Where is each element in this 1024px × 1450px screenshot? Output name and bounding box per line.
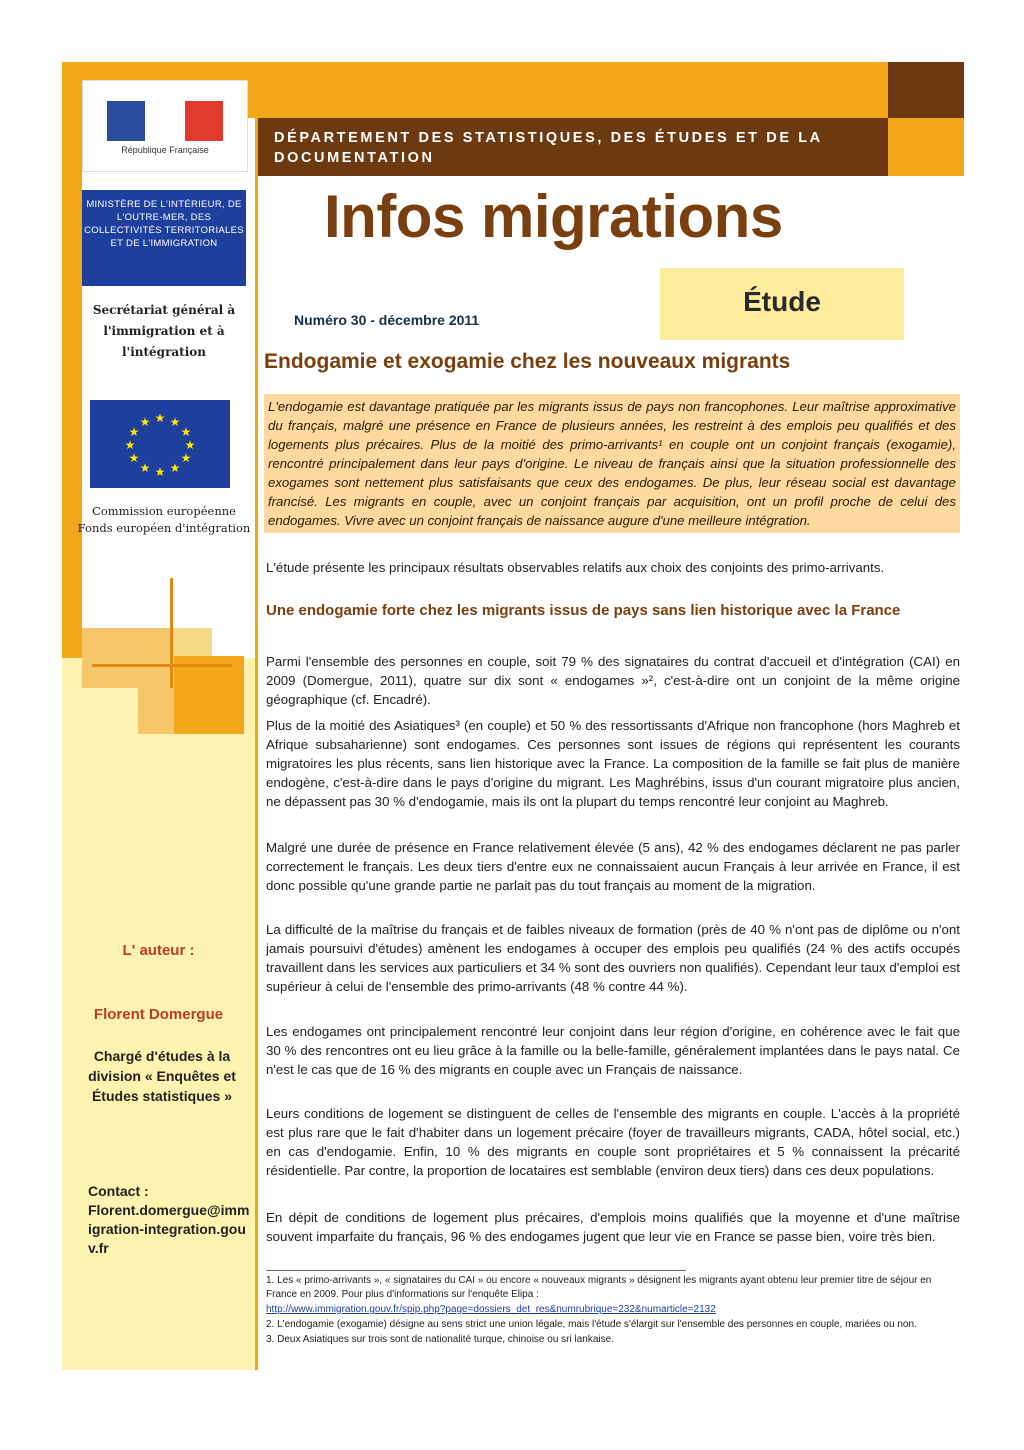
republique-logo <box>82 80 248 172</box>
svg-text:★: ★ <box>128 425 140 439</box>
footnotes <box>266 1274 960 1348</box>
contact-email[interactable]: Florent.domergue@immigration-integration.gouv.fr <box>88 1202 250 1256</box>
paragraph-4: La difficulté de la maîtrise du français et de faibles niveaux de formation (près de 40 % n'ont pas de diplôme ou n'ont jamais poursuivi d'études) amènent les endogames à occuper des emplois peu qualifiés (24 % des actifs occupés travaillent dans les services aux particuliers et 34 % sont des ouvriers non qualifiés). Cependant leur taux d'emploi est supérieur à celui de l'ensemble des primo-arrivants (48 % contre 44 %). <box>266 922 960 994</box>
document-page <box>62 62 964 1370</box>
section-heading: Une endogamie forte chez les migrants issus de pays sans lien historique avec la France <box>266 602 901 619</box>
paragraph-1: Parmi l'ensemble des personnes en couple, soit 79 % des signataires du contrat d'accueil et d'intégration (CAI) en 2009 (Domergue, 2011), quatre sur dix sont « endogames »², c'est-à-dire ont un conjoint de la même origine géographique (cf. Encadré). <box>266 654 960 707</box>
paragraph-7: En dépit de conditions de logement plus précaires, d'emplois moins qualifiés que la moyenne et d'une maîtrise souvent imparfaite du français, 96 % des endogames jugent que leur vie en France se passe bien, voire très bien. <box>266 1210 960 1244</box>
column-divider <box>255 118 258 1370</box>
article-title: Endogamie et exogamie chez les nouveaux migrants <box>264 350 791 373</box>
svg-text:★: ★ <box>169 415 181 429</box>
contact-block <box>88 1182 253 1258</box>
svg-text:★: ★ <box>169 461 181 475</box>
ministry-logo: MINISTÈRE DE L'INTÉRIEUR, DE L'OUTRE-MER, DES COLLECTIVITÉS TERRITORIALES ET DE L'IMMIGRATION <box>82 190 246 286</box>
svg-text:★: ★ <box>128 451 140 465</box>
publication-title: Infos migrations <box>324 183 783 250</box>
paragraph-5: Les endogames ont principalement rencontré leur conjoint dans leur région d'origine, en cohérence avec le fait que 30 % des rencontres ont eu lieu grâce à la famille ou la belle-famille, généralement implantées dans le pays natal. Ce n'est le cas que de 16 % des migrants en couple avec un Français de naissance. <box>266 1024 960 1077</box>
svg-text:★: ★ <box>180 425 192 439</box>
top-bar-brown <box>888 62 964 118</box>
paragraph-2: Plus de la moitié des Asiatiques³ (en couple) et 50 % des ressortissants d'Afrique non francophone (hors Maghreb et Afrique subsaharienne) sont endogames. Ces personnes sont issues de régions qui représentent les courants migratoires les plus récents, sans lien historique avec la France. La composition de la famille se fait plus de manière endogène, c'est-à-dire dans le pays d'origine du migrant. Les Maghrébins, issus d'un courant migratoire plus ancien, ne dépassent pas 30 % d'endogamie, mais ils ont la plupart du temps rencontré leur conjoint au Maghreb. <box>266 718 960 809</box>
footnote-2: 2. L'endogamie (exogamie) désigne au sens strict une union légale, mais l'étude s'élargit sur l'ensemble des personnes en couple, mariées ou non. <box>266 1319 917 1330</box>
footnote-1: 1. Les « primo-arrivants », « signataires du CAI » ou encore « nouveaux migrants » désignent les migrants ayant obtenu leur premier titre de séjour en France en 2009. Pour plus d'informations sur l'enquête Elipa : <box>266 1275 932 1300</box>
svg-text:★: ★ <box>184 438 196 452</box>
svg-text:★: ★ <box>180 451 192 465</box>
issue-number: Numéro 30 - décembre 2011 <box>294 312 480 328</box>
study-badge-label: Étude <box>743 286 821 317</box>
author-label: L' auteur : <box>122 942 195 959</box>
author-name: Florent Domergue <box>93 1006 224 1023</box>
footnote-rule <box>266 1270 686 1271</box>
footnote-3: 3. Deux Asiatiques sur trois sont de nationalité turque, chinoise ou sri lankaise. <box>266 1334 614 1345</box>
band-accent <box>888 118 964 176</box>
secretariat-label: Secrétariat général à l'immigration et à l'intégration <box>92 303 236 359</box>
abstract: L'endogamie est davantage pratiquée par les migrants issus de pays non francophones. Leur maîtrise approximative du français, malgré une présence en France de plusieurs années, les restreint à des emplois peu qualifiés et des logements plus précaires. Plus de la moitié des primo-arrivants¹ en couple ont un conjoint français (exogamie), rencontré principalement dans leur pays d'origine. Le niveau de français ainsi que la situation professionnelle des exogames sont nettement plus satisfaisants que ceux des endogames. De plus, leur réseau social est davantage francisé. Les migrants en couple, avec un conjoint français par acquisition, ont un profil proche de celui des endogames. Vivre avec un conjoint français de naissance augure d'une meilleure intégration. <box>264 394 960 533</box>
svg-text:★: ★ <box>154 465 166 479</box>
contact-label: Contact : <box>88 1183 149 1199</box>
paragraph-6: Leurs conditions de logement se distinguent de celles de l'ensemble des migrants en couple. L'accès à la propriété est plus rare que le fait d'habiter dans un logement précaire (foyer de travailleurs migrants, CADA, hôtel social, etc.) en cas d'endogamie. Enfin, 10 % des migrants en couple sont propriétaires et 5 % connaissent la précarité résidentielle. Par contre, la proportion de locataires est semblable (environ deux tiers) dans ces deux populations. <box>266 1106 960 1178</box>
paragraph-3: Malgré une durée de présence en France relativement élevée (5 ans), 42 % des endogames déclarent ne pas parler correctement le français. Les deux tiers d'entre eux ne connaissaient aucun Français à leur arrivée en France, il est donc possible qu'une grande partie ne parlait pas du tout français au moment de la migration. <box>266 840 960 893</box>
author-role: Chargé d'études à la division « Enquêtes et Études statistiques » <box>88 1048 236 1104</box>
republique-label: République Française <box>121 145 209 155</box>
department-name: DÉPARTEMENT DES STATISTIQUES, DES ÉTUDES ET DE LA DOCUMENTATION <box>274 130 823 166</box>
french-flag-icon <box>107 101 223 141</box>
decorative-squares <box>82 578 254 738</box>
footnote-link[interactable]: http://www.immigration.gouv.fr/spip.php?page=dossiers_det_res&numrubrique=232&numarticle=2132 <box>266 1304 716 1315</box>
eu-flag-icon <box>90 400 230 488</box>
svg-text:★: ★ <box>139 461 151 475</box>
svg-text:★: ★ <box>154 411 166 425</box>
intro-paragraph: L'étude présente les principaux résultats observables relatifs aux choix des conjoints des primo-arrivants. <box>266 560 885 575</box>
svg-text:★: ★ <box>139 415 151 429</box>
svg-text:★: ★ <box>124 438 136 452</box>
eu-fund-label: Commission européenne Fonds européen d'intégration <box>77 504 251 535</box>
